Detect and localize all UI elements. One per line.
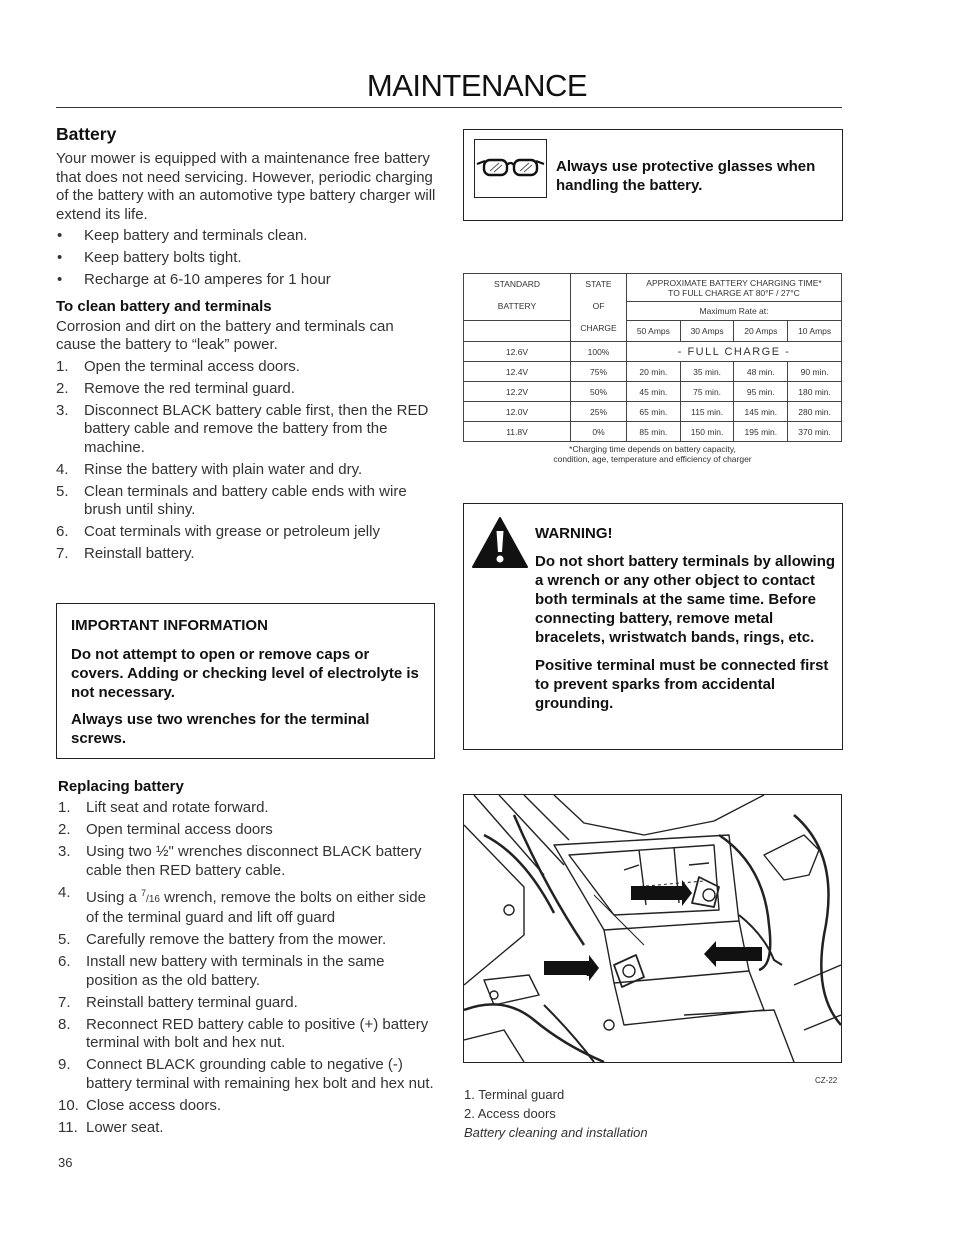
step-text: Lower seat. [86, 1118, 164, 1136]
step-number: 7. [56, 545, 69, 562]
header-standard: STANDARD [493, 279, 541, 289]
step-item [58, 1056, 436, 1093]
header-approx-1: APPROXIMATE BATTERY CHARGING TIME* [646, 277, 822, 288]
figure-legend [464, 1085, 843, 1142]
warning-box [463, 503, 843, 750]
callout-2-lower: 2 [586, 963, 594, 979]
step-number: 3. [56, 401, 69, 419]
step-number: 7. [58, 993, 71, 1011]
step-text: Remove the red terminal guard. [84, 379, 295, 397]
header-charge: CHARGE [580, 323, 617, 333]
step-number: 6. [58, 953, 71, 970]
step-item [58, 1097, 436, 1116]
standard-battery-header [464, 274, 571, 321]
warning-content [535, 524, 837, 713]
step-text: Lift seat and rotate forward. [86, 799, 269, 816]
table-row [464, 362, 842, 382]
step-item [58, 953, 436, 990]
battery-intro: Your mower is equipped with a maintenance free battery that does not need servicing. However, periodic charging of the battery with an automotive type battery charger will extend its life. [56, 150, 436, 223]
state-cell: 0% [571, 422, 627, 442]
clean-steps [56, 358, 436, 564]
state-cell: 100% [571, 342, 627, 362]
step-fraction: ½ [156, 843, 169, 860]
glasses-box [463, 129, 843, 221]
figure-code: CZ-22 [815, 1076, 838, 1085]
table-row [464, 342, 842, 362]
table-row [464, 382, 842, 402]
warning-title: WARNING! [535, 525, 613, 542]
table-row [464, 402, 842, 422]
step-text: Open the terminal access doors. [84, 357, 300, 375]
footnote-line-2: condition, age, temperature and efficiency of charger [553, 454, 752, 464]
voltage-cell: 12.4V [464, 362, 571, 382]
time-cell: 85 min. [627, 422, 681, 442]
step-text: Reinstall battery. [84, 545, 195, 562]
state-cell: 75% [571, 362, 627, 382]
bullet-item: • Keep battery and terminals clean. [56, 227, 436, 246]
callout-1: 1 [711, 946, 719, 962]
voltage-cell: 12.6V [464, 342, 571, 362]
table-row [464, 422, 842, 442]
step-number: 6. [56, 523, 69, 540]
rate-header-cell: 30 Amps [680, 321, 734, 342]
time-cell: 75 min. [680, 382, 734, 402]
step-item [58, 799, 436, 818]
footnote-line-1: *Charging time depends on battery capacity, [569, 444, 736, 454]
replace-steps [58, 799, 436, 1137]
warning-p1: Do not short battery terminals by allowing a wrench or any other object to contact both terminals at the same time. Before connecting battery, remove metal bracelets, wristwatch bands, rings, etc. [535, 553, 836, 646]
header-state: STATE [585, 279, 612, 289]
time-cell: 45 min. [627, 382, 681, 402]
left-column [56, 124, 436, 567]
step-item [56, 545, 436, 564]
step-number: 5. [56, 482, 69, 500]
header-of: OF [592, 301, 605, 311]
replace-section [58, 778, 436, 1141]
voltage-cell: 11.8V [464, 422, 571, 442]
step-item [56, 523, 436, 542]
step-number: 3. [58, 843, 71, 860]
step-item [58, 931, 436, 950]
step-text: Coat terminals with grease or petroleum jelly [84, 523, 380, 540]
step-text: Connect BLACK grounding cable to negative (-) battery terminal with remaining hex bolt and hex nut. [86, 1056, 434, 1092]
max-rate-header: Maximum Rate at: [627, 302, 842, 321]
important-title: IMPORTANT INFORMATION [71, 617, 268, 634]
time-cell: 90 min. [788, 362, 842, 382]
replace-heading: Replacing battery [58, 778, 184, 795]
time-cell: 95 min. [734, 382, 788, 402]
step-item [56, 483, 436, 520]
step-text: Reinstall battery terminal guard. [86, 993, 298, 1011]
safety-glasses-icon [474, 139, 547, 198]
step-item [58, 994, 436, 1013]
header-battery: BATTERY [497, 301, 537, 311]
voltage-cell: 12.0V [464, 402, 571, 422]
blank-cell [464, 321, 571, 342]
title-divider [56, 107, 842, 108]
step-item [56, 461, 436, 480]
table-footnote [463, 444, 842, 464]
clean-heading: To clean battery and terminals [56, 297, 272, 315]
step-number: 1. [58, 799, 71, 816]
time-cell: 35 min. [680, 362, 734, 382]
step-text: Install new battery with terminals in the same position as the old battery. [86, 953, 385, 989]
battery-bullets [56, 227, 436, 290]
clean-intro: Corrosion and dirt on the battery and terminals can cause the battery to “leak” power. [56, 317, 394, 353]
time-cell: 180 min. [788, 382, 842, 402]
step-item [56, 358, 436, 377]
step-text: Rinse the battery with plain water and dry. [84, 460, 363, 478]
bullet-item: • Keep battery bolts tight. [56, 249, 436, 268]
step-text-b: wrench, remove the bolts on either side of the terminal guard and lift off guard [86, 888, 426, 926]
step-item [58, 821, 436, 840]
bullet-item: • Recharge at 6-10 amperes for 1 hour [56, 271, 436, 290]
step-fraction-num: 7 [141, 887, 147, 898]
time-cell: 48 min. [734, 362, 788, 382]
important-p1: Do not attempt to open or remove caps or covers. Adding or checking level of electrolyte is not necessary. [71, 646, 419, 701]
step-item [58, 843, 436, 880]
important-p2: Always use two wrenches for the terminal screws. [71, 711, 370, 747]
warning-triangle-icon [470, 515, 530, 570]
step-item [56, 402, 436, 458]
legend-item-1: 1. Terminal guard [464, 1087, 565, 1102]
figure-caption: Battery cleaning and installation [464, 1125, 648, 1140]
step-item [56, 380, 436, 399]
rate-header-cell: 50 Amps [627, 321, 681, 342]
time-cell: 65 min. [627, 402, 681, 422]
legend-item-2: 2. Access doors [464, 1106, 556, 1121]
step-text-b: " wrenches disconnect BLACK battery cable then RED battery cable. [86, 843, 422, 879]
time-cell: 150 min. [680, 422, 734, 442]
time-cell: 280 min. [788, 402, 842, 422]
step-fraction-den: /16 [146, 893, 160, 905]
step-number: 4. [56, 460, 69, 478]
step-number: 11. [58, 1118, 78, 1136]
important-box [56, 603, 435, 759]
step-number: 10. [58, 1096, 79, 1114]
state-cell: 50% [571, 382, 627, 402]
time-cell: 115 min. [680, 402, 734, 422]
step-item [58, 884, 436, 928]
step-text: Reconnect RED battery cable to positive (+) battery terminal with bolt and hex nut. [86, 1015, 429, 1051]
page-title: MAINTENANCE [366, 68, 588, 103]
rate-header-cell: 10 Amps [788, 321, 842, 342]
rate-header-cell: 20 Amps [734, 321, 788, 342]
step-number: 1. [56, 357, 69, 375]
state-cell: 25% [571, 402, 627, 422]
step-item [58, 1119, 436, 1138]
step-text: Open terminal access doors [86, 821, 273, 838]
approx-time-header [627, 274, 842, 302]
page-number: 36 [58, 1155, 73, 1170]
battery-heading: Battery [56, 124, 117, 144]
glasses-text: Always use protective glasses when handling the battery. [556, 158, 816, 194]
callout-2-upper: 2 [672, 884, 680, 900]
step-text: Carefully remove the battery from the mower. [86, 931, 387, 948]
step-text-a: Using two [86, 843, 157, 860]
battery-illustration [463, 794, 842, 1063]
state-of-charge-header [571, 274, 627, 342]
step-text: Close access doors. [86, 1096, 222, 1114]
step-number: 2. [58, 821, 71, 838]
step-number: 8. [58, 1015, 71, 1033]
warning-p2: Positive terminal must be connected first to prevent sparks from accidental grounding. [535, 657, 829, 712]
header-approx-2: TO FULL CHARGE AT 80°F / 27°C [668, 287, 800, 298]
step-number: 5. [58, 931, 71, 948]
step-text: Disconnect BLACK battery cable first, then the RED battery cable and remove the battery from the machine. [84, 401, 429, 456]
step-item [58, 1016, 436, 1053]
step-number: 9. [58, 1056, 71, 1073]
time-cell: 195 min. [734, 422, 788, 442]
step-number: 2. [56, 379, 69, 397]
step-text-a: Using a [86, 888, 142, 906]
time-cell: 145 min. [734, 402, 788, 422]
step-text: Clean terminals and battery cable ends with wire brush until shiny. [84, 482, 407, 518]
time-cell: 370 min. [788, 422, 842, 442]
charge-table [463, 273, 842, 442]
time-cell: 20 min. [627, 362, 681, 382]
step-number: 4. [58, 883, 71, 901]
voltage-cell: 12.2V [464, 382, 571, 402]
full-charge-cell: - FULL CHARGE - [627, 342, 842, 362]
